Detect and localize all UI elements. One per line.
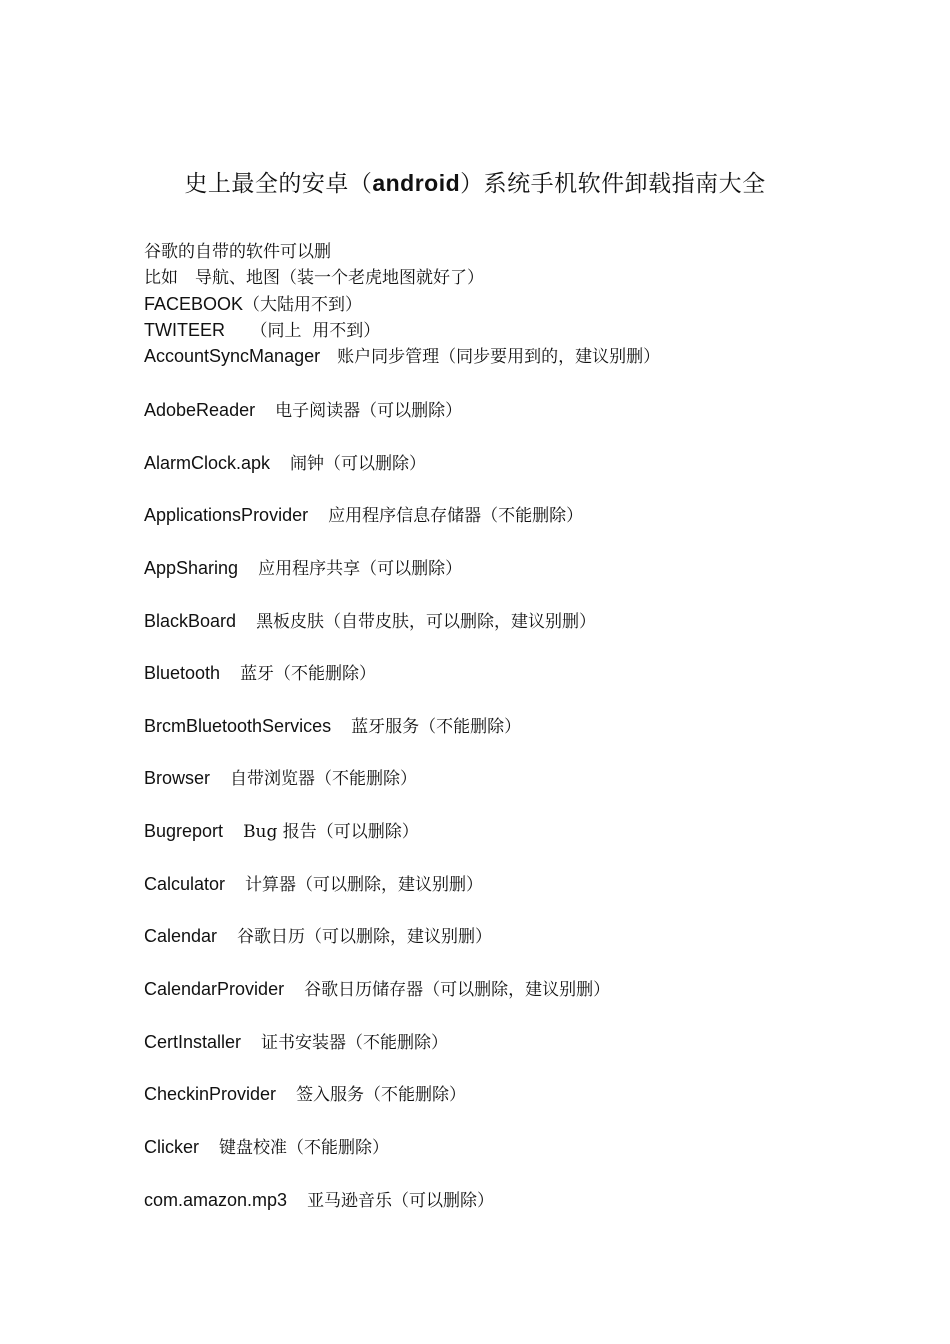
intro-line: AccountSyncManager 账户同步管理（同步要用到的，建议别删）	[144, 346, 661, 368]
list-item	[144, 763, 904, 816]
app-description: 键盘校准（不能删除）	[219, 1137, 390, 1158]
app-name: Calculator	[144, 873, 226, 894]
app-name: Calendar	[144, 926, 218, 947]
list-item	[144, 1079, 904, 1132]
list-item	[144, 1027, 904, 1080]
list-item	[144, 395, 904, 448]
app-name: CertInstaller	[144, 1031, 242, 1052]
app-description: 电子阅读器（可以删除）	[275, 401, 463, 421]
list-item	[144, 816, 904, 869]
intro-line: 谷歌的自带的软件可以删	[144, 242, 331, 262]
app-description: 谷歌日历储存器（可以删除，建议别删）	[304, 980, 611, 1001]
app-name: BlackBoard	[144, 610, 237, 631]
intro-line: FACEBOOK（大陆用不到）	[144, 293, 363, 315]
title-suffix: ）系统手机软件卸载指南大全	[460, 171, 766, 197]
app-name: Bugreport	[144, 821, 224, 842]
intro-line: 比如 导航、地图（装一个老虎地图就好了）	[144, 268, 484, 289]
list-item	[144, 500, 904, 553]
list-item	[144, 974, 904, 1027]
app-name: Clicker	[144, 1136, 200, 1157]
app-name: Browser	[144, 768, 211, 789]
app-name: com.amazon.mp3	[144, 1189, 288, 1210]
app-description: 闹钟（可以删除）	[290, 453, 427, 474]
app-description: 应用程序信息存储器（不能删除）	[328, 506, 584, 527]
app-description: 蓝牙服务（不能删除）	[351, 716, 522, 737]
app-name: AdobeReader	[144, 400, 256, 420]
list-item	[144, 606, 904, 659]
app-description: 签入服务（不能删除）	[296, 1085, 467, 1106]
app-name: AppSharing	[144, 557, 239, 578]
app-name: AlarmClock.apk	[144, 452, 271, 473]
app-description: 黑板皮肤（自带皮肤，可以删除，建议别删）	[256, 611, 597, 632]
page-title	[0, 163, 950, 204]
app-description: 证书安装器（不能删除）	[261, 1032, 449, 1053]
list-item	[144, 869, 904, 922]
app-description: 自带浏览器（不能删除）	[230, 769, 418, 790]
title-android: android	[372, 170, 461, 196]
list-item	[144, 658, 904, 711]
list-item	[144, 448, 904, 501]
app-name: CheckinProvider	[144, 1084, 277, 1105]
title-prefix: 史上最全的安卓（	[184, 171, 373, 197]
app-name: BrcmBluetoothServices	[144, 715, 332, 736]
app-description: 计算器（可以删除，建议别删）	[245, 874, 484, 895]
intro-line: TWITEER （同上 用不到）	[144, 319, 381, 341]
app-description: Bug 报告（可以删除）	[243, 822, 419, 843]
app-description: 蓝牙（不能删除）	[240, 664, 377, 685]
app-description: 谷歌日历（可以删除，建议别删）	[237, 927, 493, 948]
app-list	[144, 395, 904, 1237]
list-item	[144, 1132, 904, 1185]
list-item	[144, 1185, 904, 1238]
app-description: 亚马逊音乐（可以删除）	[307, 1190, 495, 1211]
list-item	[144, 553, 904, 606]
app-description: 应用程序共享（可以删除）	[258, 558, 463, 579]
app-name: Bluetooth	[144, 663, 221, 684]
list-item	[144, 711, 904, 764]
list-item	[144, 921, 904, 974]
app-name: ApplicationsProvider	[144, 505, 309, 526]
app-name: CalendarProvider	[144, 979, 285, 1000]
intro-block	[144, 238, 904, 369]
